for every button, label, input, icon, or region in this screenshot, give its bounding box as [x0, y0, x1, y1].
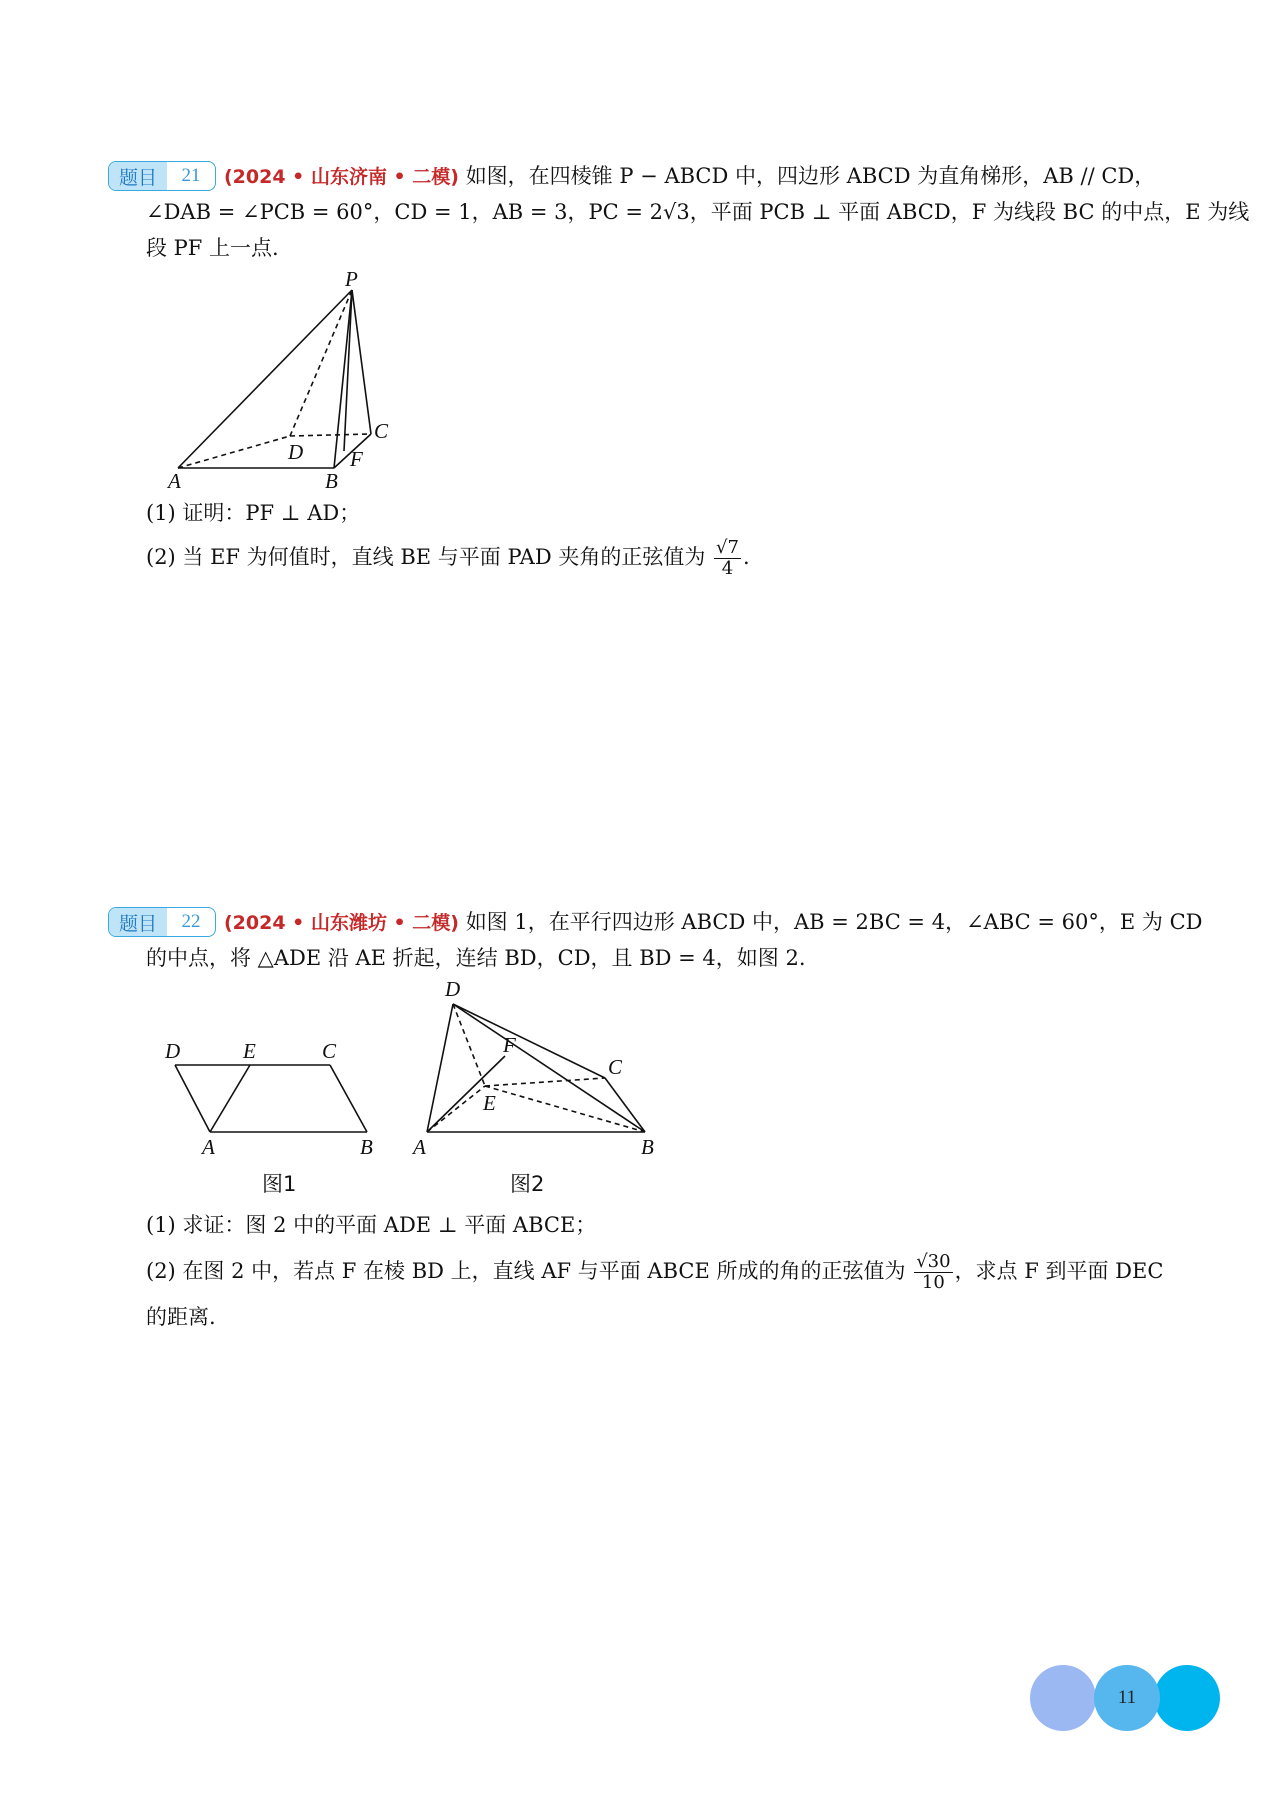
q2-fraction	[714, 538, 741, 579]
label-C: C	[374, 419, 389, 443]
label-D: D	[288, 440, 304, 464]
problem-21-line-3: 段 PF 上一点.	[146, 236, 279, 260]
problem-text: 如图，在四棱锥 P − ABCD 中，四边形 ABCD 为直角梯形，AB // CD，	[465, 164, 1156, 188]
fraction-denominator: 4	[721, 558, 734, 579]
page-number-circle	[1094, 1665, 1160, 1731]
decor-circle-left	[1030, 1665, 1096, 1731]
label-C: C	[322, 1039, 337, 1063]
label-B: B	[360, 1135, 373, 1159]
problem-22-q2	[146, 1252, 1163, 1293]
fraction-denominator: 10	[921, 1272, 945, 1293]
label-B: B	[325, 469, 338, 493]
label-B: B	[641, 1135, 654, 1158]
page-number: 11	[1117, 1687, 1137, 1708]
problem-text: 如图 1，在平行四边形 ABCD 中，AB = 2BC = 4，∠ABC = 60°，E 为 CD	[465, 910, 1203, 934]
problem-22-line-2: 的中点，将 △ADE 沿 AE 折起，连结 BD，CD，且 BD = 4，如图 2.	[146, 946, 806, 970]
problem-22-figure-2	[405, 978, 675, 1158]
badge-label: 题目	[109, 908, 167, 936]
q2-after: ，求点 F 到平面 DEC	[954, 1259, 1164, 1283]
problem-22-q1: (1) 求证：图 2 中的平面 ADE ⊥ 平面 ABCE；	[146, 1213, 597, 1237]
problem-21-q2	[146, 538, 750, 579]
fraction-numerator: √30	[916, 1251, 951, 1272]
problem-badge-21	[108, 161, 216, 191]
label-P: P	[345, 268, 358, 291]
problem-21-line-1	[224, 161, 1155, 192]
label-E: E	[243, 1039, 256, 1063]
q2-text: (2) 在图 2 中，若点 F 在棱 BD 上，直线 AF 与平面 ABCE 所成的角的正弦值为	[146, 1259, 906, 1283]
problem-22-line-1	[224, 907, 1202, 938]
label-C: C	[608, 1055, 623, 1079]
badge-number: 21	[181, 165, 201, 186]
badge-number: 22	[181, 911, 201, 932]
label-E: E	[483, 1091, 496, 1115]
label-F: F	[350, 447, 363, 471]
label-D: D	[445, 978, 461, 1001]
q2-end: .	[742, 545, 750, 569]
problem-source: (2024 • 山东潍坊 • 二模)	[224, 912, 459, 934]
figure-1-caption: 图1	[262, 1172, 297, 1196]
label-A: A	[168, 469, 181, 493]
badge-label: 题目	[109, 162, 167, 190]
q2-text: (2) 当 EF 为何值时，直线 BE 与平面 PAD 夹角的正弦值为	[146, 545, 706, 569]
problem-badge-22	[108, 907, 216, 937]
problem-21-figure	[160, 268, 420, 493]
fraction-numerator: √7	[716, 537, 739, 558]
label-F: F	[503, 1033, 516, 1057]
q2-fraction	[914, 1252, 952, 1293]
label-A: A	[202, 1135, 215, 1159]
page-number-badge	[1030, 1665, 1220, 1731]
label-D: D	[165, 1039, 181, 1063]
figure-2-caption: 图2	[510, 1172, 545, 1196]
problem-22-figure-1	[150, 1030, 390, 1160]
problem-22-q2-line-2: 的距离.	[146, 1305, 216, 1329]
decor-circle-right	[1154, 1665, 1220, 1731]
problem-source: (2024 • 山东济南 • 二模)	[224, 166, 459, 188]
problem-21-q1: (1) 证明：PF ⊥ AD；	[146, 501, 361, 525]
label-A: A	[413, 1135, 426, 1158]
problem-21-line-2: ∠DAB = ∠PCB = 60°，CD = 1，AB = 3，PC = 2√3，平面 PCB ⊥ 平面 ABCD，F 为线段 BC 的中点，E 为线	[146, 200, 1250, 224]
